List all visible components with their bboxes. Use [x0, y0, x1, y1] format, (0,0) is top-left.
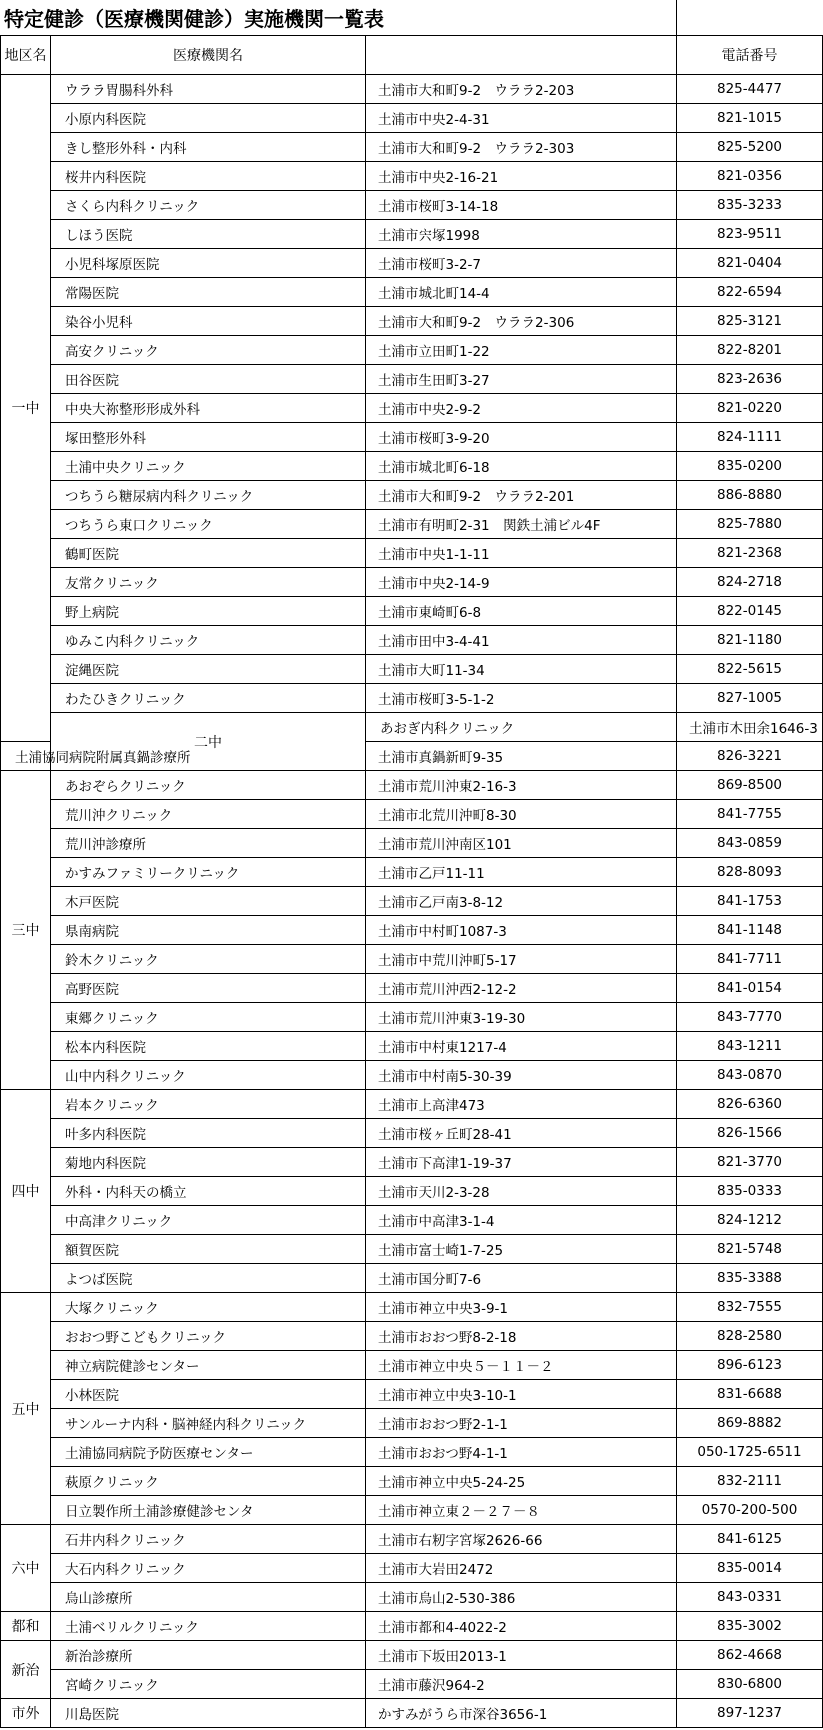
table-row — [1, 1612, 823, 1641]
facility-name-cell: 鶴町医院 — [51, 539, 366, 568]
address-cell: 土浦市右籾字宮塚2626-66 — [366, 1525, 677, 1554]
facility-name-cell: つちうら東口クリニック — [51, 510, 366, 539]
facility-name-cell: 岩本クリニック — [51, 1090, 366, 1119]
table-row — [1, 133, 823, 162]
table-row — [1, 684, 823, 713]
facility-name-cell: 山中内科クリニック — [51, 1061, 366, 1090]
header-phone: 電話番号 — [677, 36, 823, 75]
address-cell: 土浦市国分町7-6 — [366, 1264, 677, 1293]
table-row — [1, 1322, 823, 1351]
phone-cell: 831-6688 — [677, 1380, 823, 1409]
table-row — [1, 1351, 823, 1380]
facility-name-cell: 野上病院 — [51, 597, 366, 626]
facility-name-cell: 高野医院 — [51, 974, 366, 1003]
phone-cell: 835-3002 — [677, 1612, 823, 1641]
phone-cell: 821-0404 — [677, 249, 823, 278]
address-cell: 土浦市下坂田2013-1 — [366, 1641, 677, 1670]
address-cell: 土浦市神立中央3-9-1 — [366, 1293, 677, 1322]
phone-cell: 843-1211 — [677, 1032, 823, 1061]
address-cell: 土浦市中村東1217-4 — [366, 1032, 677, 1061]
facility-name-cell: 淀縄医院 — [51, 655, 366, 684]
area-cell: 四中 — [1, 1090, 51, 1293]
phone-cell: 841-0154 — [677, 974, 823, 1003]
address-cell: 土浦市中村町1087-3 — [366, 916, 677, 945]
facility-name-cell: 土浦協同病院附属真鍋診療所 — [1, 742, 51, 771]
address-cell: 土浦市富士崎1-7-25 — [366, 1235, 677, 1264]
address-cell: 土浦市大和町9-2 ウララ2-201 — [366, 481, 677, 510]
table-row — [1, 336, 823, 365]
title-divider — [676, 0, 677, 35]
facility-name-cell: 土浦中央クリニック — [51, 452, 366, 481]
facility-name-cell: 染谷小児科 — [51, 307, 366, 336]
facility-name-cell: 鈴木クリニック — [51, 945, 366, 974]
table-row — [1, 887, 823, 916]
address-cell: 土浦市乙戸11-11 — [366, 858, 677, 887]
address-cell: 土浦市中荒川沖町5-17 — [366, 945, 677, 974]
facility-name-cell: 中高津クリニック — [51, 1206, 366, 1235]
area-cell: 六中 — [1, 1525, 51, 1612]
table-row — [1, 858, 823, 887]
facility-name-cell: かすみファミリークリニック — [51, 858, 366, 887]
facility-name-cell: 大塚クリニック — [51, 1293, 366, 1322]
facility-name-cell: 額賀医院 — [51, 1235, 366, 1264]
area-cell: 三中 — [1, 771, 51, 1090]
phone-cell: 832-7555 — [677, 1293, 823, 1322]
table-row — [1, 1293, 823, 1322]
facility-name-cell: 石井内科クリニック — [51, 1525, 366, 1554]
phone-cell: 832-2111 — [677, 1467, 823, 1496]
facility-name-cell: 新治診療所 — [51, 1641, 366, 1670]
phone-cell: 827-1005 — [677, 684, 823, 713]
address-cell: 土浦市荒川沖東2-16-3 — [366, 771, 677, 800]
table-row — [1, 423, 823, 452]
table-row — [1, 1699, 823, 1728]
table-row — [1, 1380, 823, 1409]
phone-cell: 821-5748 — [677, 1235, 823, 1264]
facility-name-cell: ゆみこ内科クリニック — [51, 626, 366, 655]
phone-cell: 825-5200 — [677, 133, 823, 162]
address-cell: 土浦市大町11-34 — [366, 655, 677, 684]
facility-name-cell: 中央大祢整形形成外科 — [51, 394, 366, 423]
address-cell: 土浦市神立中央5-24-25 — [366, 1467, 677, 1496]
table-row — [1, 1061, 823, 1090]
phone-cell: 824-1212 — [677, 1206, 823, 1235]
address-cell: 土浦市大和町9-2 ウララ2-303 — [366, 133, 677, 162]
header-address — [366, 36, 677, 75]
phone-cell: 826-6360 — [677, 1090, 823, 1119]
table-row — [1, 1148, 823, 1177]
address-cell: 土浦市中高津3-1-4 — [366, 1206, 677, 1235]
table-row — [1, 597, 823, 626]
table-row — [1, 974, 823, 1003]
address-cell: 土浦市都和4-4022-2 — [366, 1612, 677, 1641]
phone-cell: 050-1725-6511 — [677, 1438, 823, 1467]
phone-cell: 841-1753 — [677, 887, 823, 916]
table-row — [1, 626, 823, 655]
facility-name-cell: 土浦ベリルクリニック — [51, 1612, 366, 1641]
table-row — [1, 568, 823, 597]
facility-name-cell: 荒川沖診療所 — [51, 829, 366, 858]
table-row — [1, 916, 823, 945]
phone-cell: 843-0870 — [677, 1061, 823, 1090]
phone-cell: 862-4668 — [677, 1641, 823, 1670]
facility-name-cell: 日立製作所土浦診療健診センタ — [51, 1496, 366, 1525]
facility-name-cell: 叶多内科医院 — [51, 1119, 366, 1148]
phone-cell: 841-6125 — [677, 1525, 823, 1554]
table-row — [1, 1177, 823, 1206]
address-cell: 土浦市中央2-4-31 — [366, 104, 677, 133]
phone-cell: 835-3233 — [677, 191, 823, 220]
address-cell: 土浦市生田町3-27 — [366, 365, 677, 394]
facility-name-cell: わたひきクリニック — [51, 684, 366, 713]
address-cell: 土浦市中央2-14-9 — [366, 568, 677, 597]
facility-name-cell: 常陽医院 — [51, 278, 366, 307]
phone-cell: 824-2718 — [677, 568, 823, 597]
phone-cell: 835-0333 — [677, 1177, 823, 1206]
table-row — [1, 1438, 823, 1467]
phone-cell: 826-3221 — [677, 742, 823, 771]
table-row — [1, 278, 823, 307]
phone-cell: 835-3388 — [677, 1264, 823, 1293]
facility-name-cell: 宮崎クリニック — [51, 1670, 366, 1699]
address-cell: 土浦市宍塚1998 — [366, 220, 677, 249]
phone-cell: 821-2368 — [677, 539, 823, 568]
facility-name-cell: あおぎ内科クリニック — [366, 713, 677, 742]
area-cell: 都和 — [1, 1612, 51, 1641]
facility-name-cell: 荒川沖クリニック — [51, 800, 366, 829]
table-row — [1, 307, 823, 336]
table-row — [1, 800, 823, 829]
phone-cell: 843-0331 — [677, 1583, 823, 1612]
address-cell: 土浦市荒川沖南区101 — [366, 829, 677, 858]
address-cell: 土浦市中央2-16-21 — [366, 162, 677, 191]
table-row — [1, 1206, 823, 1235]
address-cell: 土浦市城北町6-18 — [366, 452, 677, 481]
phone-cell: 821-1015 — [677, 104, 823, 133]
phone-cell: 843-0859 — [677, 829, 823, 858]
facility-name-cell: きし整形外科・内科 — [51, 133, 366, 162]
phone-cell: 897-1237 — [677, 1699, 823, 1728]
table-row — [1, 75, 823, 104]
address-cell: 土浦市乙戸南3-8-12 — [366, 887, 677, 916]
phone-cell: 825-7880 — [677, 510, 823, 539]
facility-name-cell: 県南病院 — [51, 916, 366, 945]
facility-name-cell: あおぞらクリニック — [51, 771, 366, 800]
table-row — [1, 365, 823, 394]
address-cell: 土浦市桜ヶ丘町28-41 — [366, 1119, 677, 1148]
table-row — [1, 1525, 823, 1554]
facility-name-cell: よつば医院 — [51, 1264, 366, 1293]
facility-name-cell: 土浦協同病院予防医療センター — [51, 1438, 366, 1467]
table-row — [1, 394, 823, 423]
phone-cell: 869-8500 — [677, 771, 823, 800]
address-cell: 土浦市大和町9-2 ウララ2-203 — [366, 75, 677, 104]
address-cell: 土浦市桜町3-5-1-2 — [366, 684, 677, 713]
facility-name-cell: 友常クリニック — [51, 568, 366, 597]
facility-table — [0, 35, 823, 1728]
table-row — [1, 1235, 823, 1264]
facility-name-cell: 外科・内科天の橋立 — [51, 1177, 366, 1206]
phone-cell: 822-5615 — [677, 655, 823, 684]
facility-name-cell: ウララ胃腸科外科 — [51, 75, 366, 104]
address-cell: 土浦市中村南5-30-39 — [366, 1061, 677, 1090]
facility-name-cell: 塚田整形外科 — [51, 423, 366, 452]
facility-name-cell: さくら内科クリニック — [51, 191, 366, 220]
address-cell: 土浦市北荒川沖町8-30 — [366, 800, 677, 829]
facility-name-cell: 小原内科医院 — [51, 104, 366, 133]
facility-name-cell: 大石内科クリニック — [51, 1554, 366, 1583]
table-row — [1, 104, 823, 133]
phone-cell: 830-6800 — [677, 1670, 823, 1699]
table-row — [1, 539, 823, 568]
facility-name-cell: おおつ野こどもクリニック — [51, 1322, 366, 1351]
phone-cell: 835-0200 — [677, 452, 823, 481]
phone-cell: 841-7755 — [677, 800, 823, 829]
address-cell: 土浦市おおつ野4-1-1 — [366, 1438, 677, 1467]
phone-cell: 841-1148 — [677, 916, 823, 945]
address-cell: 土浦市東崎町6-8 — [366, 597, 677, 626]
table-row — [1, 771, 823, 800]
table-row — [1, 1467, 823, 1496]
phone-cell: 843-7770 — [677, 1003, 823, 1032]
table-row — [1, 655, 823, 684]
facility-name-cell: 小林医院 — [51, 1380, 366, 1409]
facility-name-cell: 田谷医院 — [51, 365, 366, 394]
address-cell: 土浦市神立中央５－１１－２ — [366, 1351, 677, 1380]
header-area: 地区名 — [1, 36, 51, 75]
facility-name-cell: 桜井内科医院 — [51, 162, 366, 191]
address-cell: 土浦市大和町9-2 ウララ2-306 — [366, 307, 677, 336]
address-cell: 土浦市天川2-3-28 — [366, 1177, 677, 1206]
phone-cell: 835-0014 — [677, 1554, 823, 1583]
address-cell: 土浦市下高津1-19-37 — [366, 1148, 677, 1177]
address-cell: 土浦市木田余1646-3 — [677, 713, 823, 742]
address-cell: 土浦市おおつ野2-1-1 — [366, 1409, 677, 1438]
area-cell: 二中 — [51, 713, 366, 771]
address-cell: 土浦市神立中央3-10-1 — [366, 1380, 677, 1409]
table-row — [1, 1554, 823, 1583]
table-row — [1, 481, 823, 510]
facility-name-cell: 菊地内科医院 — [51, 1148, 366, 1177]
page-title: 特定健診（医療機関健診）実施機関一覧表 — [4, 7, 384, 31]
facility-name-cell: 木戸医院 — [51, 887, 366, 916]
address-cell: 土浦市城北町14-4 — [366, 278, 677, 307]
address-cell: 土浦市立田町1-22 — [366, 336, 677, 365]
phone-cell: 822-0145 — [677, 597, 823, 626]
table-row — [1, 452, 823, 481]
phone-cell: 826-1566 — [677, 1119, 823, 1148]
address-cell: 土浦市有明町2-31 関鉄土浦ビル4F — [366, 510, 677, 539]
table-row — [1, 220, 823, 249]
phone-cell: 821-0356 — [677, 162, 823, 191]
address-cell: 土浦市藤沢964-2 — [366, 1670, 677, 1699]
address-cell: 土浦市荒川沖西2-12-2 — [366, 974, 677, 1003]
table-row — [1, 945, 823, 974]
facility-name-cell: 萩原クリニック — [51, 1467, 366, 1496]
address-cell: 土浦市中央2-9-2 — [366, 394, 677, 423]
table-row — [1, 1032, 823, 1061]
facility-name-cell: しほう医院 — [51, 220, 366, 249]
address-cell: 土浦市大岩田2472 — [366, 1554, 677, 1583]
area-cell: 新治 — [1, 1641, 51, 1699]
table-row — [1, 1670, 823, 1699]
table-row — [1, 1496, 823, 1525]
address-cell: かすみがうら市深谷3656-1 — [366, 1699, 677, 1728]
phone-cell: 821-1180 — [677, 626, 823, 655]
area-cell: 五中 — [1, 1293, 51, 1525]
table-body — [1, 36, 823, 1728]
facility-name-cell: つちうら糖尿病内科クリニック — [51, 481, 366, 510]
phone-cell: 824-1111 — [677, 423, 823, 452]
table-row — [1, 1641, 823, 1670]
facility-name-cell: 東郷クリニック — [51, 1003, 366, 1032]
phone-cell: 896-6123 — [677, 1351, 823, 1380]
table-row — [1, 1583, 823, 1612]
table-row — [1, 829, 823, 858]
phone-cell: 886-8880 — [677, 481, 823, 510]
address-cell: 土浦市烏山2-530-386 — [366, 1583, 677, 1612]
phone-cell: 869-8882 — [677, 1409, 823, 1438]
address-cell: 土浦市神立東２－２７－８ — [366, 1496, 677, 1525]
phone-cell: 825-3121 — [677, 307, 823, 336]
phone-cell: 841-7711 — [677, 945, 823, 974]
phone-cell: 822-6594 — [677, 278, 823, 307]
facility-name-cell: 小児科塚原医院 — [51, 249, 366, 278]
address-cell: 土浦市おおつ野8-2-18 — [366, 1322, 677, 1351]
phone-cell: 823-9511 — [677, 220, 823, 249]
phone-cell: 825-4477 — [677, 75, 823, 104]
table-row — [1, 191, 823, 220]
phone-cell: 821-0220 — [677, 394, 823, 423]
facility-name-cell: 川島医院 — [51, 1699, 366, 1728]
table-row — [1, 510, 823, 539]
header-name: 医療機関名 — [51, 36, 366, 75]
address-cell: 土浦市中央1-1-11 — [366, 539, 677, 568]
header-row — [1, 36, 823, 75]
area-cell: 一中 — [1, 75, 51, 742]
address-cell: 土浦市桜町3-9-20 — [366, 423, 677, 452]
address-cell: 土浦市上高津473 — [366, 1090, 677, 1119]
facility-name-cell: サンルーナ内科・脳神経内科クリニック — [51, 1409, 366, 1438]
address-cell: 土浦市田中3-4-41 — [366, 626, 677, 655]
phone-cell: 828-8093 — [677, 858, 823, 887]
facility-name-cell: 松本内科医院 — [51, 1032, 366, 1061]
address-cell: 土浦市真鍋新町9-35 — [366, 742, 677, 771]
table-row — [1, 713, 823, 742]
facility-name-cell: 烏山診療所 — [51, 1583, 366, 1612]
table-row — [1, 162, 823, 191]
facility-name-cell: 神立病院健診センター — [51, 1351, 366, 1380]
table-row — [1, 1264, 823, 1293]
table-row — [1, 249, 823, 278]
table-row — [1, 1119, 823, 1148]
address-cell: 土浦市荒川沖東3-19-30 — [366, 1003, 677, 1032]
phone-cell: 822-8201 — [677, 336, 823, 365]
table-row — [1, 1090, 823, 1119]
address-cell: 土浦市桜町3-14-18 — [366, 191, 677, 220]
phone-cell: 821-3770 — [677, 1148, 823, 1177]
phone-cell: 823-2636 — [677, 365, 823, 394]
phone-cell: 828-2580 — [677, 1322, 823, 1351]
address-cell: 土浦市桜町3-2-7 — [366, 249, 677, 278]
area-cell: 市外 — [1, 1699, 51, 1728]
facility-name-cell: 高安クリニック — [51, 336, 366, 365]
phone-cell: 0570-200-500 — [677, 1496, 823, 1525]
table-row — [1, 1409, 823, 1438]
table-row — [1, 1003, 823, 1032]
